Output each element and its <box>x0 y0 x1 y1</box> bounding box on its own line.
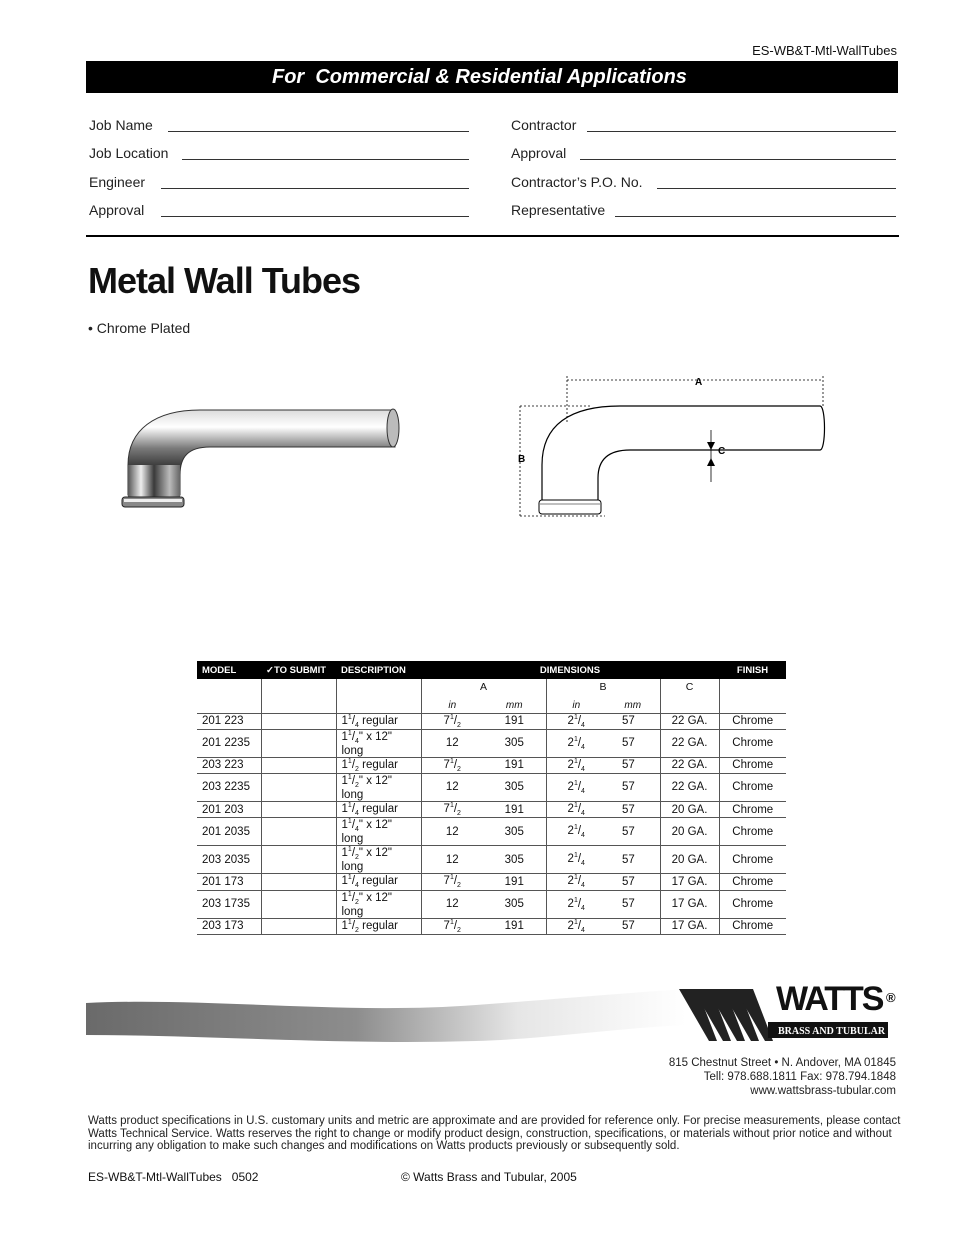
whole: 1 <box>341 919 348 932</box>
cell-description: $1^1/_2$" x 12" long <box>336 773 421 801</box>
dimension-label-c: C <box>718 446 726 457</box>
cell-model: 201 223 <box>197 713 261 729</box>
field-label: Approval <box>511 145 567 161</box>
cell-a-mm: 305 <box>483 729 546 757</box>
cell-submit-checkbox[interactable] <box>261 757 336 773</box>
numerator: 1 <box>347 918 352 926</box>
whole: 1 <box>341 802 348 815</box>
cell-b-in: $2^1/_4$ <box>546 729 606 757</box>
whole: 1 <box>341 714 348 727</box>
cell-a-in: $7^1/_2$ <box>421 713 483 729</box>
field-line <box>587 131 896 132</box>
cell-a-mm: 191 <box>483 757 546 773</box>
cell-submit-checkbox[interactable] <box>261 818 336 846</box>
contractor-field[interactable] <box>511 117 896 135</box>
cell-b-mm: 57 <box>606 713 660 729</box>
contractor-po-field[interactable] <box>511 174 896 192</box>
document-code: ES-WB&T-Mtl-WallTubes <box>752 43 897 58</box>
cell-b-mm: 57 <box>606 802 660 818</box>
cell-model: 203 173 <box>197 918 261 934</box>
denominator: 2 <box>457 765 461 773</box>
whole: 7 <box>443 714 450 727</box>
cell-b-in: $2^1/_4$ <box>546 874 606 890</box>
field-label: Contractor <box>511 117 577 133</box>
field-line <box>161 216 469 217</box>
cell-c-gauge: 20 GA. <box>660 802 719 818</box>
whole: 12 <box>445 898 459 911</box>
denominator: 2 <box>457 721 461 729</box>
dim-a-header: A <box>421 679 546 699</box>
cell-description: $1^1/_4$ regular <box>336 874 421 890</box>
table-row <box>197 818 786 846</box>
desc-text: regular <box>358 714 398 727</box>
numerator: 1 <box>573 874 578 882</box>
cell-a-mm: 305 <box>483 846 546 874</box>
cell-finish: Chrome <box>719 757 786 773</box>
dimension-label-a: A <box>695 377 703 388</box>
cell-c-gauge: 17 GA. <box>660 874 719 890</box>
field-label: Representative <box>511 202 606 218</box>
table-row <box>197 890 786 918</box>
whole: 2 <box>567 780 574 793</box>
cell-description: $1^1/_4$" x 12" long <box>336 729 421 757</box>
desc-text: " x 12" long <box>341 891 393 918</box>
specification-table <box>197 661 786 935</box>
numerator: 1 <box>573 802 578 809</box>
field-line <box>161 188 469 189</box>
cell-submit-checkbox[interactable] <box>261 773 336 801</box>
whole: 2 <box>567 714 574 727</box>
whole: 1 <box>341 875 348 888</box>
cell-description: $1^1/_4$ regular <box>336 802 421 818</box>
denominator: 4 <box>581 810 585 818</box>
desc-text: regular <box>358 875 398 888</box>
cell-a-mm: 305 <box>483 773 546 801</box>
cell-description: $1^1/_4$" x 12" long <box>336 818 421 846</box>
table-row <box>197 713 786 729</box>
table-row <box>197 729 786 757</box>
unit-in: in <box>546 699 606 713</box>
whole: 1 <box>341 818 348 831</box>
field-line <box>615 216 896 217</box>
denominator: 4 <box>581 765 585 773</box>
dimension-label-b: B <box>518 454 526 465</box>
copyright-notice: © Watts Brass and Tubular, 2005 <box>401 1170 577 1184</box>
cell-a-in <box>421 846 483 874</box>
cell-c-gauge: 22 GA. <box>660 729 719 757</box>
desc-text: " x 12" long <box>341 774 393 801</box>
denominator: 4 <box>581 904 585 912</box>
whole: 7 <box>443 919 450 932</box>
whole: 1 <box>341 847 348 860</box>
whole: 2 <box>567 897 574 910</box>
cell-description: $1^1/_2$" x 12" long <box>336 890 421 918</box>
section-divider <box>86 235 899 237</box>
cell-finish: Chrome <box>719 846 786 874</box>
numerator: 1 <box>449 802 454 809</box>
numerator: 1 <box>347 846 352 854</box>
whole: 7 <box>443 875 450 888</box>
whole: 2 <box>567 802 574 815</box>
denominator: 4 <box>355 737 359 745</box>
cell-a-in <box>421 890 483 918</box>
whole: 1 <box>341 891 348 904</box>
denominator: 2 <box>355 898 359 906</box>
cell-a-mm: 191 <box>483 802 546 818</box>
cell-a-in: $7^1/_2$ <box>421 802 483 818</box>
cell-description: $1^1/_2$" x 12" long <box>336 846 421 874</box>
numerator: 1 <box>347 757 352 765</box>
field-label: Contractor’s P.O. No. <box>511 174 643 190</box>
whole: 12 <box>445 825 459 838</box>
header-description: DESCRIPTION <box>336 661 421 679</box>
cell-description: $1^1/_2$ regular <box>336 757 421 773</box>
denominator: 4 <box>355 810 359 818</box>
cell-finish: Chrome <box>719 918 786 934</box>
desc-text: regular <box>358 802 398 815</box>
denominator: 2 <box>457 882 461 890</box>
denominator: 2 <box>355 765 359 773</box>
numerator: 1 <box>347 713 352 721</box>
numerator: 1 <box>449 874 454 882</box>
cell-b-in: $2^1/_4$ <box>546 802 606 818</box>
field-line <box>657 188 896 189</box>
field-line <box>580 159 896 160</box>
desc-text: " x 12" long <box>341 730 393 757</box>
field-line <box>168 131 469 132</box>
cell-model: 201 203 <box>197 802 261 818</box>
cell-b-in: $2^1/_4$ <box>546 757 606 773</box>
cell-submit-checkbox[interactable] <box>261 874 336 890</box>
denominator: 4 <box>581 860 585 868</box>
cell-a-mm: 191 <box>483 918 546 934</box>
field-line <box>182 159 469 160</box>
cell-b-mm: 57 <box>606 846 660 874</box>
numerator: 1 <box>347 874 352 882</box>
denominator: 4 <box>581 721 585 729</box>
applications-banner: For Commercial & Residential Applications <box>86 61 898 93</box>
dimension-diagram <box>510 370 840 525</box>
cell-model: 203 223 <box>197 757 261 773</box>
denominator: 2 <box>355 782 359 789</box>
whole: 7 <box>443 758 450 771</box>
numerator: 1 <box>573 735 578 743</box>
approval-field-right[interactable] <box>511 145 896 163</box>
numerator: 1 <box>449 757 454 765</box>
cell-finish: Chrome <box>719 818 786 846</box>
engineer-field[interactable] <box>89 174 469 192</box>
numerator: 1 <box>573 713 578 721</box>
cell-a-in <box>421 773 483 801</box>
job-location-field[interactable] <box>89 145 469 163</box>
cell-c-gauge: 20 GA. <box>660 846 719 874</box>
cell-finish: Chrome <box>719 802 786 818</box>
denominator: 4 <box>581 926 585 934</box>
cell-model: 203 1735 <box>197 890 261 918</box>
footer-document-code: ES-WB&T-Mtl-WallTubes 0502 <box>88 1170 259 1184</box>
numerator: 1 <box>573 779 578 787</box>
wall-tube-photo <box>110 395 410 520</box>
watts-logo <box>679 989 773 1041</box>
whole: 1 <box>341 774 348 787</box>
desc-text: " x 12" long <box>341 847 393 874</box>
job-name-field[interactable] <box>89 117 469 135</box>
cell-submit-checkbox[interactable] <box>261 729 336 757</box>
website-link[interactable]: www.wattsbrass-tubular.com <box>750 1085 896 1097</box>
phone-line: Tell: 978.688.1811 Fax: 978.794.1848 <box>703 1071 896 1083</box>
cell-b-in: $2^1/_4$ <box>546 890 606 918</box>
cell-b-mm: 57 <box>606 773 660 801</box>
cell-c-gauge: 17 GA. <box>660 918 719 934</box>
cell-b-in: $2^1/_4$ <box>546 818 606 846</box>
cell-b-in: $2^1/_4$ <box>546 713 606 729</box>
cell-submit-checkbox[interactable] <box>261 713 336 729</box>
table-row <box>197 802 786 818</box>
cell-a-mm: 191 <box>483 874 546 890</box>
table-row <box>197 918 786 934</box>
field-label: Job Location <box>89 145 169 161</box>
denominator: 4 <box>355 826 359 834</box>
address-line: 815 Chestnut Street • N. Andover, MA 01845 <box>668 1057 896 1069</box>
header-dimensions: DIMENSIONS <box>421 661 719 679</box>
registered-mark: ® <box>886 990 896 1005</box>
whole: 2 <box>567 758 574 771</box>
numerator: 1 <box>573 852 578 860</box>
cell-c-gauge: 20 GA. <box>660 818 719 846</box>
cell-a-in: $7^1/_2$ <box>421 918 483 934</box>
product-title: Metal Wall Tubes <box>88 260 361 301</box>
cell-b-in: $2^1/_4$ <box>546 846 606 874</box>
table-row <box>197 874 786 890</box>
approval-field-left[interactable] <box>89 202 469 220</box>
whole: 2 <box>567 853 574 866</box>
numerator: 1 <box>449 713 454 721</box>
cell-c-gauge: 17 GA. <box>660 890 719 918</box>
denominator: 2 <box>355 854 359 862</box>
cell-submit-checkbox[interactable] <box>261 846 336 874</box>
company-address <box>669 1056 896 1098</box>
field-label: Engineer <box>89 174 146 190</box>
denominator: 4 <box>581 882 585 890</box>
cell-finish: Chrome <box>719 874 786 890</box>
feature-bullet: • Chrome Plated <box>88 320 191 336</box>
cell-a-in <box>421 729 483 757</box>
dim-c-header: C <box>660 679 719 699</box>
numerator: 1 <box>573 918 578 926</box>
numerator: 1 <box>347 773 352 781</box>
cell-c-gauge: 22 GA. <box>660 757 719 773</box>
whole: 2 <box>567 919 574 932</box>
numerator: 1 <box>449 918 454 926</box>
denominator: 4 <box>355 882 359 890</box>
numerator: 1 <box>347 818 352 826</box>
cell-model: 203 2235 <box>197 773 261 801</box>
table-row <box>197 757 786 773</box>
whole: 12 <box>445 853 459 866</box>
cell-finish: Chrome <box>719 713 786 729</box>
cell-a-mm: 305 <box>483 818 546 846</box>
numerator: 1 <box>573 757 578 765</box>
denominator: 2 <box>355 926 359 934</box>
dim-b-header: B <box>546 679 660 699</box>
unit-mm: mm <box>606 699 660 713</box>
desc-text: " x 12" long <box>341 818 393 846</box>
cell-a-mm: 305 <box>483 890 546 918</box>
numerator: 1 <box>347 890 352 898</box>
whole: 12 <box>445 737 459 750</box>
whole: 12 <box>445 781 459 794</box>
table-row <box>197 846 786 874</box>
whole: 2 <box>567 736 574 749</box>
cell-b-mm: 57 <box>606 918 660 934</box>
cell-b-mm: 57 <box>606 874 660 890</box>
logo-sub-text: BRASS AND TUBULAR <box>778 1026 886 1037</box>
cell-a-mm: 191 <box>483 713 546 729</box>
cell-c-gauge: 22 GA. <box>660 773 719 801</box>
denominator: 4 <box>581 832 585 840</box>
header-finish: FINISH <box>719 661 786 679</box>
cell-model: 201 2235 <box>197 729 261 757</box>
cell-finish: Chrome <box>719 890 786 918</box>
whole: 7 <box>443 802 450 815</box>
unit-in: in <box>421 699 483 713</box>
field-label: Job Name <box>89 117 153 133</box>
cell-model: 203 2035 <box>197 846 261 874</box>
field-label: Approval <box>89 202 145 218</box>
cell-b-in: $2^1/_4$ <box>546 918 606 934</box>
cell-model: 201 2035 <box>197 818 261 846</box>
cell-submit-checkbox[interactable] <box>261 890 336 918</box>
cell-submit-checkbox[interactable] <box>261 802 336 818</box>
denominator: 4 <box>581 743 585 751</box>
denominator: 4 <box>355 721 359 729</box>
logo-brand-text: WATTS <box>776 980 883 1018</box>
cell-a-in: $7^1/_2$ <box>421 757 483 773</box>
cell-finish: Chrome <box>719 729 786 757</box>
cell-b-mm: 57 <box>606 890 660 918</box>
cell-a-in <box>421 818 483 846</box>
cell-c-gauge: 22 GA. <box>660 713 719 729</box>
denominator: 2 <box>457 810 461 818</box>
cell-model: 201 173 <box>197 874 261 890</box>
cell-description: $1^1/_2$ regular <box>336 918 421 934</box>
numerator: 1 <box>573 824 578 832</box>
header-model: MODEL <box>197 661 261 679</box>
numerator: 1 <box>347 802 352 809</box>
cell-a-in: $7^1/_2$ <box>421 874 483 890</box>
denominator: 2 <box>457 926 461 934</box>
representative-field[interactable] <box>511 202 896 220</box>
cell-b-mm: 57 <box>606 729 660 757</box>
unit-mm: mm <box>483 699 546 713</box>
whole: 1 <box>341 730 348 743</box>
cell-submit-checkbox[interactable] <box>261 918 336 934</box>
denominator: 4 <box>581 788 585 795</box>
cell-finish: Chrome <box>719 773 786 801</box>
disclaimer-text: Watts product specifications in U.S. customary units and metric are approximate and are provided for reference only. For precise measurements, please contact Watts Technical Service. Watts reserves the right to change or modify product design, construction, specifications, or materials without prior notice and without incurring any obligation to make such changes and modifications on Watts products previously or subsequently sold. <box>88 1115 901 1152</box>
whole: 2 <box>567 875 574 888</box>
cell-description: $1^1/_4$ regular <box>336 713 421 729</box>
header-submit: ✓TO SUBMIT <box>261 661 336 679</box>
whole: 2 <box>567 824 574 837</box>
desc-text: regular <box>358 758 398 771</box>
desc-text: regular <box>358 919 398 932</box>
numerator: 1 <box>573 896 578 904</box>
numerator: 1 <box>347 729 352 737</box>
cell-b-in: $2^1/_4$ <box>546 773 606 801</box>
cell-b-mm: 57 <box>606 757 660 773</box>
cell-b-mm: 57 <box>606 818 660 846</box>
table-row <box>197 773 786 801</box>
whole: 1 <box>341 758 348 771</box>
